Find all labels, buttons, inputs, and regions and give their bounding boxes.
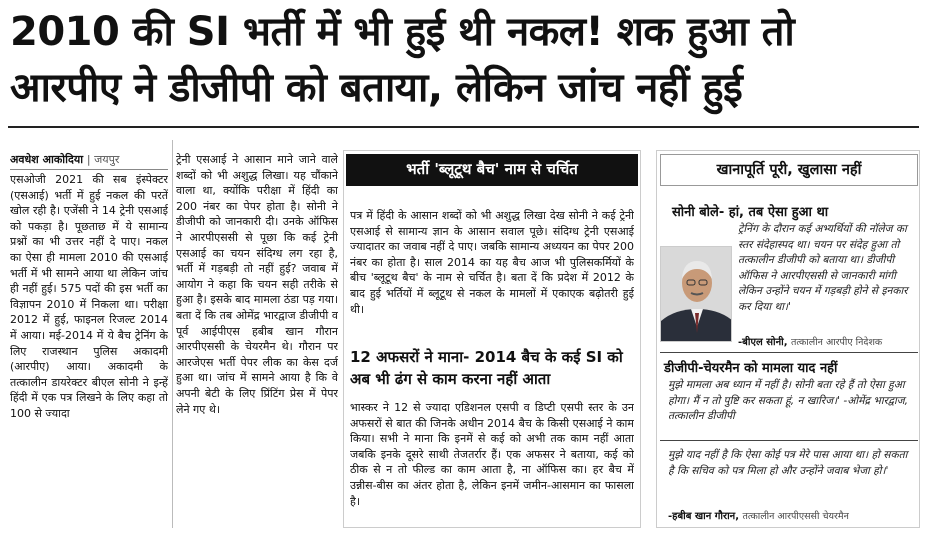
column-divider — [172, 140, 173, 528]
quote-3-attribution — [668, 508, 849, 522]
quote-divider — [660, 440, 918, 441]
quote-2-heading: डीजीपी-चेयरमैन को मामला याद नहीं — [664, 361, 838, 376]
article-column-2: ट्रेनी एसआई ने आसान माने जाने वाले शब्दों को भी अशुद्ध लिखा। यह चौंकाने वाला था, क्योंकि परीक्षा में हिंदी का 200 नंबर का पेपर होता है। सोनी ने डीजीपी को जानकारी दी। उनके ऑफिस ने आरपीएससी से पूछा कि कई ट्रेनी एसआई का चयन संदिग्ध लग रहा है, भर्ती में गड़बड़ी तो नहीं हुई? जवाब में आयोग ने कहा कि चयन सही तरीके से हुआ है। इसके बाद मामला ठंडा पड़ गया। बता दें कि तब ओमेंद्र भारद्वाज डीजीपी व पूर्व आईपीएस हबीब खान गौरान आरपीएससी के चेयरमैन थे। गौरान पर आरजेएस भर्ती पेपर लीक का केस दर्ज हुआ था। जांच में सामने आया है कि वे अपनी बेटी के लिए प्रिंटिंग प्रेस में पेपर लेने गए थे। — [176, 153, 338, 416]
box-bluetooth-heading: भर्ती 'ब्लूटूथ बैच' नाम से चर्चित — [346, 154, 638, 186]
quote-1-attribution — [738, 334, 882, 348]
byline: अवधेश आकोदिया | जयपुर — [10, 152, 168, 170]
quote-2-text: मुझे मामला अब ध्यान में नहीं है। सोनी बता रहे हैं तो ऐसा हुआ होगा। मैं न तो पुष्टि कर सकता हूं, न खारिज।' -ओमेंद्र भारद्वाज, तत्कालीन डीजीपी — [668, 379, 908, 423]
byline-city: जयपुर — [94, 153, 120, 166]
article-column-1: एसओजी 2021 की सब इंस्पेक्टर (एसआई) भर्ती में हुई नकल की परतें खोल रही है। एजेंसी ने 14 ट्रेनी एसआई को पकड़ा है। पूछताछ में ये सामान्य प्रश्नों का भी उत्तर नहीं दे पाए। नकल का ऐसा ही मामला 2010 की एसआई भर्ती में भी सामने आया था लेकिन जांच ही नहीं हुई। 575 पदों की इस भर्ती का विज्ञापन 2010 में निकला था। परीक्षा 2012 में हुई, फाइनल रिजल्ट 2014 में आया। मई-2014 में ये बैच ट्रेनिंग के लिए राजस्थान पुलिस अकादमी (आरपीए) आया। अकादमी के तत्कालीन डायरेक्टर बीएल सोनी ने इन्हें हिंदी में एक पत्र लिखने के लिए कहा तो 100 से ज्यादा — [10, 173, 168, 420]
byline-author: अवधेश आकोदिया — [10, 153, 84, 166]
headline-line-1: 2010 की SI भर्ती में भी हुई थी नकल! शक हुआ तो — [10, 9, 795, 55]
quote-1-name: -बीएल सोनी, — [738, 337, 788, 348]
headline — [10, 4, 917, 116]
quote-1-role: तत्कालीन आरपीए निदेशक — [791, 337, 883, 348]
box-quotes-heading: खानापूर्ति पूरी, खुलासा नहीं — [660, 154, 918, 186]
quote-1-heading: सोनी बोले- हां, तब ऐसा हुआ था — [672, 205, 829, 220]
officers-subheading: 12 अफसरों ने माना- 2014 बैच के कई SI को अब भी ढंग से काम करना नहीं आता — [350, 348, 623, 388]
quote-3-name: -हबीब खान गौरान, — [668, 511, 740, 522]
quote-3-text: मुझे याद नहीं है कि ऐसा कोई पत्र मेरे पास आया था। हो सकता है कि सचिव को पत्र मिला हो और उन्होंने जवाब भेजा हो।' — [668, 449, 908, 477]
quote-divider — [660, 352, 918, 353]
box-bluetooth-body: पत्र में हिंदी के आसान शब्दों को भी अशुद्ध लिखा देख सोनी ने कई ट्रेनी एसआई से सामान्य ज्ञान के आसान सवाल पूछे। संदिग्ध ट्रेनी एसआई ज्यादातर का जवाब नहीं दे पाए। जबकि सामान्य अध्ययन का पेपर 200 नंबर का होता है। साल 2014 का यह बैच आज भी पुलिसकर्मियों के बीच 'ब्लूटूथ बैच' के नाम से चर्चित है। बता दें कि प्रदेश में 2012 के बाद हुई भर्तियों में ब्लूटूथ से नकल के मामलों में एकाएक बढ़ोतरी हुई थी। — [350, 209, 634, 316]
portrait-photo — [660, 246, 732, 342]
headline-line-2: आरपीए ने डीजीपी को बताया, लेकिन जांच नहीं हुई — [10, 65, 743, 111]
headline-rule — [8, 126, 919, 128]
quote-3-role: तत्कालीन आरपीएससी चेयरमैन — [742, 511, 849, 522]
officers-body: भास्कर ने 12 से ज्यादा एडिशनल एसपी व डिप्टी एसपी स्तर के उन अफसरों से बात की जिनके अधीन 2014 बैच के किसी एसआई ने काम किया। सभी ने माना कि इनमें से कई को अभी तक काम नहीं आता जबकि इनके दूसरे साथी तेजतर्रार हैं। एक अफसर ने बताया, कई को ठीक से न तो फील्ड का काम आता है, ना ऑफिस का। हर बैच में उन्नीस-बीस का अंतर होता है, लेकिन इनमें जमीन-आसमान का फासला है। — [350, 401, 634, 508]
quote-1-text: ट्रेनिंग के दौरान कई अभ्यर्थियों की नॉलेज का स्तर संदेहास्पद था। चयन पर संदेह हुआ तो तत्कालीन डीजीपी को बताया था। डीजीपी ऑफिस ने आरपीएससी से जानकारी मांगी लेकिन उन्होंने चयन में गड़बड़ी होने से इनकार कर दिया था।' — [738, 223, 908, 313]
